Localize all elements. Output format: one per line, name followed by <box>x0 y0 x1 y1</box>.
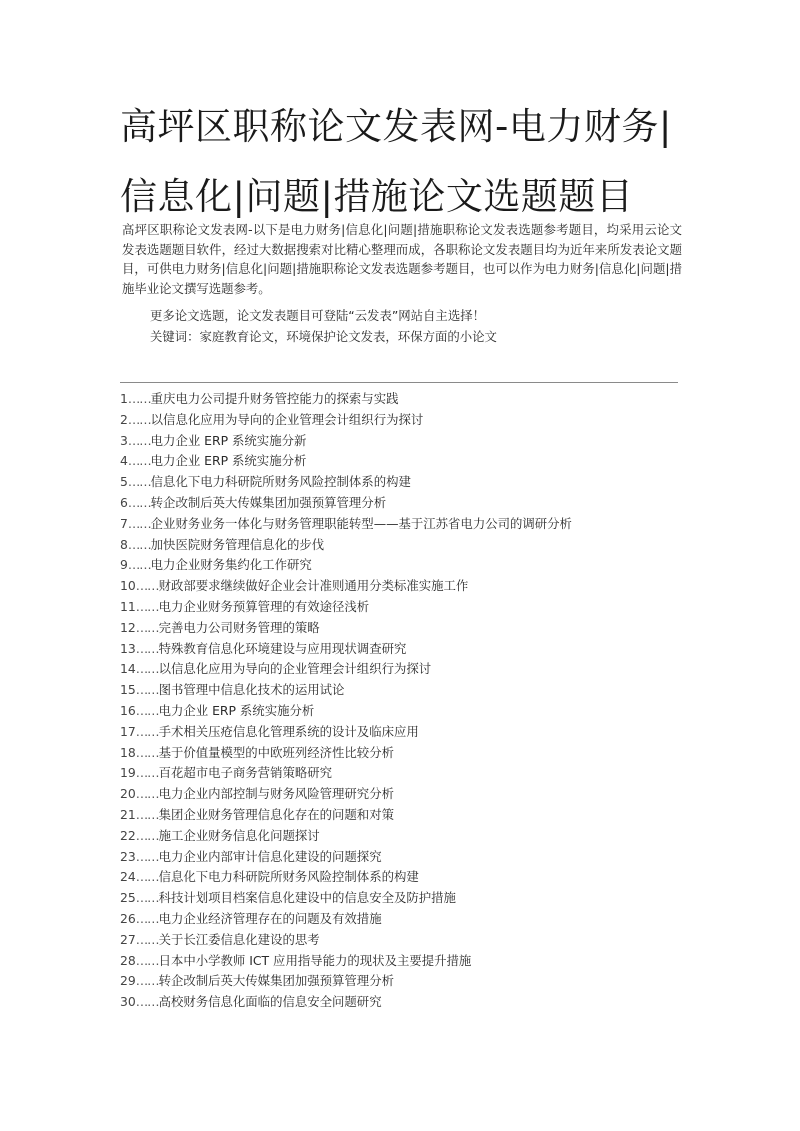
list-item <box>120 597 680 618</box>
item-separator: …… <box>127 453 151 469</box>
item-number: 4 <box>120 453 128 469</box>
item-text: 财政部要求继续做好企业会计准则通用分类标准实施工作 <box>158 578 469 594</box>
item-number: 3 <box>120 432 128 448</box>
item-text: 手术相关压疮信息化管理系统的设计及临床应用 <box>158 723 419 739</box>
list-item <box>120 888 680 909</box>
item-separator: …… <box>127 494 151 510</box>
item-separator: …… <box>135 723 159 739</box>
item-number: 11 <box>120 598 136 614</box>
item-separator: …… <box>135 806 159 822</box>
item-text: 信息化下电力科研院所财务风险控制体系的构建 <box>150 474 411 490</box>
more-topics-note: 更多论文选题，论文发表题目可登陆“云发表”网站自主选择！ <box>150 308 485 323</box>
list-item <box>120 431 680 452</box>
item-separator: …… <box>135 598 159 614</box>
list-item <box>120 659 680 680</box>
item-separator: …… <box>135 702 159 718</box>
item-separator: …… <box>135 869 159 885</box>
item-number: 1 <box>120 391 128 406</box>
item-number: 20 <box>120 786 136 802</box>
item-text: 集团企业财务管理信息化存在的问题和对策 <box>158 806 394 822</box>
item-separator: …… <box>127 557 151 573</box>
item-number: 15 <box>120 682 136 698</box>
item-text: 转企改制后英大传媒集团加强预算管理分析 <box>150 494 387 510</box>
item-number: 21 <box>120 806 136 822</box>
list-item <box>120 472 680 493</box>
list-item <box>120 639 680 660</box>
item-separator: …… <box>135 661 159 677</box>
item-separator: …… <box>127 391 151 406</box>
item-separator: …… <box>135 744 159 760</box>
item-separator: …… <box>135 910 159 926</box>
list-item <box>120 389 680 410</box>
item-text: 电力企业 ERP 系统实施分析 <box>150 453 307 469</box>
divider <box>120 382 678 383</box>
list-item <box>120 847 680 868</box>
item-number: 18 <box>120 744 136 760</box>
item-number: 10 <box>120 578 136 594</box>
item-text: 施工企业财务信息化问题探讨 <box>158 827 320 843</box>
item-number: 12 <box>120 619 136 635</box>
item-number: 24 <box>120 869 136 885</box>
item-text: 电力企业 ERP 系统实施分析 <box>158 702 315 718</box>
item-number: 22 <box>120 827 136 843</box>
item-text: 加快医院财务管理信息化的步伐 <box>150 536 325 552</box>
item-number: 2 <box>120 411 128 427</box>
item-text: 电力企业财务预算管理的有效途径浅析 <box>158 598 370 614</box>
item-number: 14 <box>120 661 136 677</box>
item-number: 5 <box>120 474 128 490</box>
item-separator: …… <box>135 682 159 698</box>
list-item <box>120 493 680 514</box>
list-item <box>120 867 680 888</box>
item-text: 高校财务信息化面临的信息安全问题研究 <box>158 994 382 1010</box>
list-item <box>120 722 680 743</box>
item-separator: …… <box>135 827 159 843</box>
item-separator: …… <box>135 578 159 594</box>
item-number: 19 <box>120 765 136 781</box>
item-text: 完善电力公司财务管理的策略 <box>158 619 320 635</box>
list-item <box>120 576 680 597</box>
list-item <box>120 763 680 784</box>
item-text: 以信息化应用为导向的企业管理会计组织行为探讨 <box>158 661 432 677</box>
item-number: 29 <box>120 973 136 989</box>
item-number: 7 <box>120 515 128 531</box>
item-separator: …… <box>135 931 159 947</box>
list-item <box>120 805 680 826</box>
item-text: 信息化下电力科研院所财务风险控制体系的构建 <box>158 869 419 885</box>
item-separator: …… <box>135 765 159 781</box>
list-item <box>120 555 680 576</box>
item-separator: …… <box>135 640 159 656</box>
list-item <box>120 743 680 764</box>
item-number: 25 <box>120 890 136 906</box>
item-text: 电力企业 ERP 系统实施分新 <box>150 432 307 448</box>
item-number: 9 <box>120 557 128 573</box>
keywords-line: 关键词：家庭教育论文，环境保护论文发表，环保方面的小论文 <box>150 329 497 344</box>
item-separator: …… <box>127 474 151 490</box>
list-item <box>120 680 680 701</box>
item-number: 27 <box>120 931 136 947</box>
item-text: 日本中小学教师 ICT 应用指导能力的现状及主要提升措施 <box>158 952 472 968</box>
list-item <box>120 992 680 1013</box>
item-number: 26 <box>120 910 136 926</box>
item-number: 8 <box>120 536 128 552</box>
item-text: 特殊教育信息化环境建设与应用现状调查研究 <box>158 640 407 656</box>
item-number: 30 <box>120 994 136 1010</box>
item-number: 17 <box>120 723 136 739</box>
list-item <box>120 909 680 930</box>
item-separator: …… <box>135 890 159 906</box>
list-item <box>120 826 680 847</box>
item-text: 科技计划项目档案信息化建设中的信息安全及防护措施 <box>158 890 456 906</box>
item-number: 28 <box>120 952 136 968</box>
item-separator: …… <box>127 432 151 448</box>
item-text: 电力企业内部审计信息化建设的问题探究 <box>158 848 382 864</box>
item-separator: …… <box>127 411 151 427</box>
item-number: 23 <box>120 848 136 864</box>
list-item <box>120 930 680 951</box>
item-text: 电力企业内部控制与财务风险管理研究分析 <box>158 786 394 802</box>
item-text: 百花超市电子商务营销策略研究 <box>158 765 333 781</box>
item-number: 6 <box>120 494 128 510</box>
item-number: 16 <box>120 702 136 718</box>
item-separator: …… <box>127 536 151 552</box>
list-item <box>120 701 680 722</box>
item-separator: …… <box>135 994 159 1010</box>
item-separator: …… <box>135 848 159 864</box>
list-item <box>120 535 680 556</box>
item-text: 图书管理中信息化技术的运用试论 <box>158 682 345 698</box>
item-separator: …… <box>127 515 151 531</box>
item-separator: …… <box>135 973 159 989</box>
item-separator: …… <box>135 786 159 802</box>
list-item <box>120 451 680 472</box>
list-item <box>120 951 680 972</box>
list-item <box>120 618 680 639</box>
item-text: 转企改制后英大传媒集团加强预算管理分析 <box>158 973 394 989</box>
item-text: 关于长江委信息化建设的思考 <box>158 931 320 947</box>
list-item <box>120 410 680 431</box>
item-text: 重庆电力公司提升财务管控能力的探索与实践 <box>150 391 399 406</box>
item-text: 电力企业财务集约化工作研究 <box>150 557 312 573</box>
item-text: 企业财务业务一体化与财务管理职能转型——基于江苏省电力公司的调研分析 <box>150 515 572 531</box>
list-item <box>120 971 680 992</box>
page-title: 高坪区职称论文发表网-电力财务|信息化|问题|措施论文选题题目 <box>120 105 672 218</box>
list-item <box>120 514 680 535</box>
item-text: 基于价值量模型的中欧班列经济性比较分析 <box>158 744 394 760</box>
item-separator: …… <box>135 952 159 968</box>
topic-list <box>120 389 680 1013</box>
list-item <box>120 784 680 805</box>
item-number: 13 <box>120 640 136 656</box>
item-text: 电力企业经济管理存在的问题及有效措施 <box>158 910 382 926</box>
intro-paragraph: 高坪区职称论文发表网-以下是电力财务|信息化|问题|措施职称论文发表选题参考题目，均采用云论文发表选题题目软件，经过大数据搜索对比精心整理而成，各职称论文发表题目均为近年来所发表论文题目，可供电力财务|信息化|问题|措施职称论文发表选题参考题目，也可以作为电力财务|信息化|问题|措施毕业论文撰写选题参考。 <box>122 222 682 296</box>
item-separator: …… <box>135 619 159 635</box>
item-text: 以信息化应用为导向的企业管理会计组织行为探讨 <box>150 411 424 427</box>
